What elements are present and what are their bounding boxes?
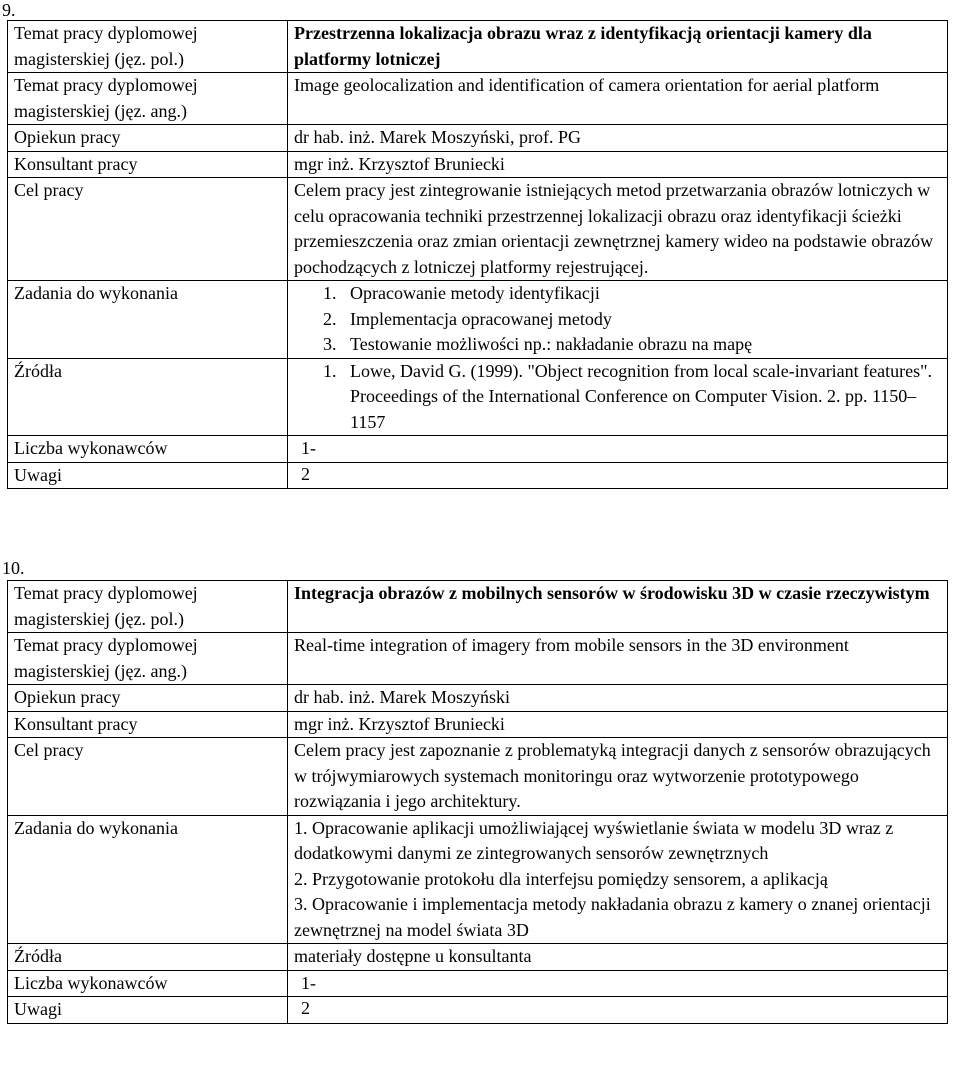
supervisor-label: Opiekun pracy	[8, 125, 288, 152]
table-row	[8, 944, 948, 971]
table-row	[8, 436, 948, 463]
table-row	[8, 738, 948, 816]
supervisor-value: dr hab. inż. Marek Moszyński, prof. PG	[288, 125, 948, 152]
sources-value	[288, 358, 948, 436]
table-row	[8, 178, 948, 281]
tasks-value	[288, 281, 948, 359]
list-item: 2. Implementacja opracowanej metody	[323, 308, 612, 329]
list-item: 1. Lowe, David G. (1999). "Object recognition from local scale-invariant features". Proceedings of the International Conference on Computer Vision. 2. pp. 1150–1157	[323, 360, 932, 432]
supervisor-label: Opiekun pracy	[8, 685, 288, 712]
sources-label: Źródła	[8, 358, 288, 436]
table-row	[8, 685, 948, 712]
consultant-value: mgr inż. Krzysztof Bruniecki	[288, 711, 948, 738]
table-row	[8, 21, 948, 73]
list-item: 3. Testowanie możliwości np.: nakładanie obrazu na mapę	[323, 334, 753, 354]
thesis-table-9	[7, 20, 948, 489]
count-label: Liczba wykonawców 1-2	[8, 970, 288, 997]
table-row	[8, 633, 948, 685]
topic-en-label: Temat pracy dyplomowej magisterskiej (jęz. ang.)	[8, 73, 288, 125]
table-row	[8, 711, 948, 738]
sources-label: Źródła	[8, 944, 288, 971]
topic-pl-label: Temat pracy dyplomowej magisterskiej (jęz. pol.)	[8, 581, 288, 633]
count-value: 1-2	[301, 972, 316, 1018]
table-row	[8, 997, 948, 1024]
table-row	[8, 73, 948, 125]
count-value: 1-2	[301, 438, 316, 484]
sources-value: materiały dostępne u konsultanta	[288, 944, 948, 971]
notes-label: Uwagi	[8, 997, 288, 1024]
table-row	[8, 581, 948, 633]
tasks-value	[288, 815, 948, 944]
table-row	[8, 125, 948, 152]
table-row	[8, 151, 948, 178]
list-item: 3. Opracowanie i implementacja metody nakładania obrazu z kamery o znanej orientacji zewnętrznej na model świata 3D	[294, 894, 931, 940]
list-item: 2. Przygotowanie protokołu dla interfejsu pomiędzy sensorem, a aplikacją	[294, 868, 828, 889]
goal-value: Celem pracy jest zapoznanie z problematyką integracji danych z sensorów obrazujących w trójwymiarowych systemach monitoringu oraz wytworzenie prototypowego rozwiązania i jego architektury.	[288, 738, 948, 816]
topic-pl-label: Temat pracy dyplomowej magisterskiej (jęz. pol.)	[8, 21, 288, 73]
section-number: 9.	[2, 0, 16, 20]
section-number: 10.	[2, 558, 25, 578]
topic-en-value: Image geolocalization and identification of camera orientation for aerial platform	[288, 73, 948, 125]
table-row	[8, 462, 948, 489]
supervisor-value: dr hab. inż. Marek Moszyński	[288, 685, 948, 712]
topic-pl-value: Integracja obrazów z mobilnych sensorów w środowisku 3D w czasie rzeczywistym	[288, 581, 948, 633]
notes-label: Uwagi	[8, 462, 288, 489]
notes-value	[288, 462, 948, 489]
consultant-label: Konsultant pracy	[8, 151, 288, 178]
consultant-value: mgr inż. Krzysztof Bruniecki	[288, 151, 948, 178]
notes-value	[288, 997, 948, 1024]
topic-en-value: Real-time integration of imagery from mobile sensors in the 3D environment	[288, 633, 948, 685]
topic-pl-value: Przestrzenna lokalizacja obrazu wraz z identyfikacją orientacji kamery dla platformy lotniczej	[288, 21, 948, 73]
goal-label: Cel pracy	[8, 738, 288, 816]
table-row	[8, 970, 948, 997]
tasks-label: Zadania do wykonania	[8, 281, 288, 359]
goal-value: Celem pracy jest zintegrowanie istniejących metod przetwarzania obrazów lotniczych w celu opracowania techniki przestrzennej lokalizacji obrazu oraz identyfikacji ścieżki przemieszczenia oraz zmian orientacji zewnętrznej kamery wideo na podstawie obrazów pochodzących z lotniczej platformy rejestrującej.	[288, 178, 948, 281]
list-item: 1. Opracowanie metody identyfikacji	[323, 283, 600, 303]
table-row	[8, 281, 948, 359]
table-row	[8, 815, 948, 944]
sources-list	[294, 359, 941, 436]
thesis-table-10	[7, 580, 948, 1024]
tasks-list	[294, 281, 941, 358]
count-label: Liczba wykonawców 1-2	[8, 436, 288, 463]
topic-en-label: Temat pracy dyplomowej magisterskiej (jęz. ang.)	[8, 633, 288, 685]
list-item: 1. Opracowanie aplikacji umożliwiającej wyświetlanie świata w modelu 3D wraz z dodatkowymi danymi ze zintegrowanych sensorów zewnętrznych	[294, 817, 894, 863]
consultant-label: Konsultant pracy	[8, 711, 288, 738]
goal-label: Cel pracy	[8, 178, 288, 281]
tasks-label: Zadania do wykonania	[8, 815, 288, 944]
table-row	[8, 358, 948, 436]
